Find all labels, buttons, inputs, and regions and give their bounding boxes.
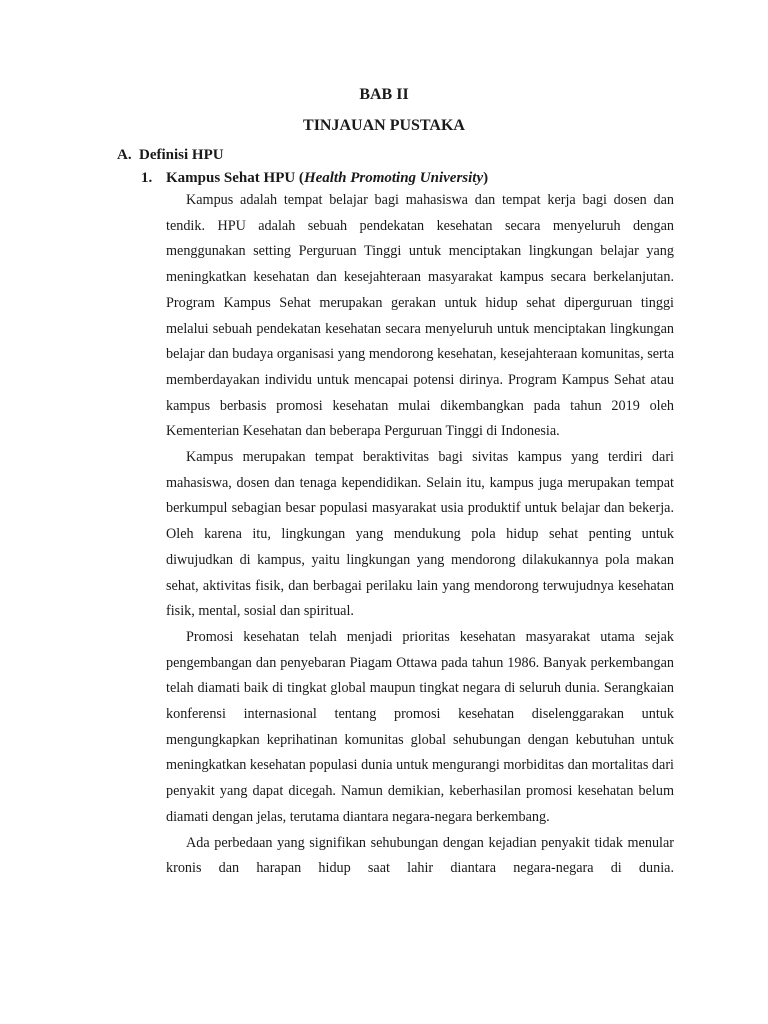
section-heading [117,147,224,164]
subsection-title-suffix: ) [483,170,489,186]
chapter-title: TINJAUAN PUSTAKA [303,117,465,134]
subsection-heading [141,170,488,187]
subsection-marker: 1. [141,170,153,186]
body-text [166,188,674,882]
subsection-title-prefix: Kampus Sehat HPU ( [166,170,304,186]
paragraph: Promosi kesehatan telah menjadi prioritas kesehatan masyarakat utama sejak pengembangan dan penyebaran Piagam Ottawa pada tahun 1986. Banyak perkembangan telah diamati baik di tingkat global maupun tingkat negara di seluruh dunia. Serangkaian konferensi internasional tentang promosi kesehatan diselenggarakan untuk mengungkapkan keprihatinan komunitas global sehubungan dengan kebutuhan untuk meningkatkan kesehatan populasi dunia untuk mengurangi morbiditas dan mortalitas dari penyakit yang dapat dicegah. Namun demikian, keberhasilan promosi kesehatan belum diamati dengan jelas, terutama diantara negara-negara berkembang. [166,628,674,825]
subsection-title-italic: Health Promoting University [303,170,484,186]
paragraph: Kampus merupakan tempat beraktivitas bagi sivitas kampus yang terdiri dari mahasiswa, dosen dan tenaga kependidikan. Selain itu, kampus juga merupakan tempat berkumpul sebagian besar populasi masyarakat usia produktif untuk belajar dan bekerja. Oleh karena itu, lingkungan yang mendukung pola hidup sehat penting untuk diwujudkan di kampus, yaitu lingkungan yang mendorong dilakukannya pola makan sehat, aktivitas fisik, dan berbagai perilaku lain yang mendorong terwujudnya kesehatan fisik, mental, sosial dan spiritual. [166,449,674,620]
section-marker: A. [117,147,132,163]
paragraph: Ada perbedaan yang signifikan sehubungan dengan kejadian penyakit tidak menular kronis dan harapan hidup saat lahir diantara negara-negara di dunia. [166,834,674,877]
chapter-number: BAB II [359,86,409,103]
section-title: Definisi HPU [139,147,224,163]
paragraph: Kampus adalah tempat belajar bagi mahasiswa dan tempat kerja bagi dosen dan tendik. HPU adalah sebuah pendekatan kesehatan secara menyeluruh dengan menggunakan setting Perguruan Tinggi untuk menciptakan lingkungan belajar yang meningkatkan kesehatan dan kesejahteraan masyarakat kampus secara berkelanjutan. Program Kampus Sehat merupakan gerakan untuk hidup sehat diperguruan tinggi melalui sebuah pendekatan kesehatan secara menyeluruh untuk menciptakan lingkungan belajar dan budaya organisasi yang mendorong kesehatan, kesejahteraan komunitas, serta memberdayakan individu untuk mencapai potensi dirinya. Program Kampus Sehat atau kampus berbasis promosi kesehatan mulai dikembangkan pada tahun 2019 oleh Kementerian Kesehatan dan beberapa Perguruan Tinggi di Indonesia. [166,192,674,440]
